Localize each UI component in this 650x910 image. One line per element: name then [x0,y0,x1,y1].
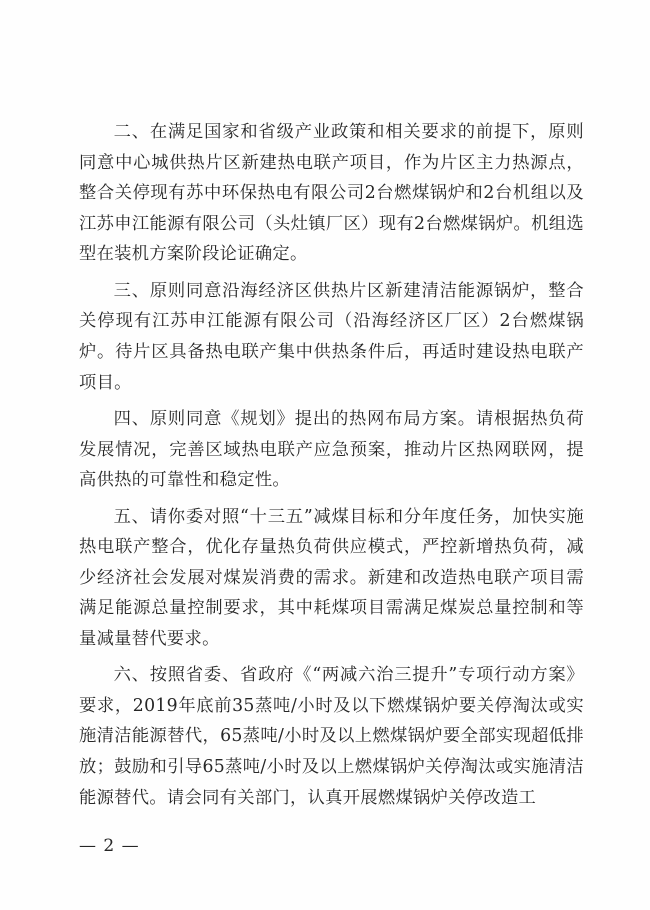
page-number: — 2 — [79,836,140,856]
document-body [79,117,584,819]
paragraph-4: 四、原则同意《规划》提出的热网布局方案。请根据热负荷发展情况，完善区域热电联产应急预案，推动片区热网联网，提高供热的可靠性和稳定性。 [79,408,584,491]
paragraph-3: 三、原则同意沿海经济区供热片区新建清洁能源锅炉，整合关停现有江苏申江能源有限公司（沿海经济区厂区）2台燃煤锅炉。待片区具备热电联产集中供热条件后，再适时建设热电联产项目。 [79,280,584,393]
paragraph-2: 二、在满足国家和省级产业政策和相关要求的前提下，原则同意中心城供热片区新建热电联产项目，作为片区主力热源点，整合关停现有苏中环保热电有限公司2台燃煤锅炉和2台机组以及江苏申江能源有限公司（头灶镇厂区）现有2台燃煤锅炉。机组选型在装机方案阶段论证确定。 [79,122,584,265]
paragraph-6: 六、按照省委、省政府《“两减六治三提升”专项行动方案》要求，2019年底前35蒸吨/小时及以下燃煤锅炉要关停淘汰或实施清洁能源替代，65蒸吨/小时及以上燃煤锅炉要全部实现超低排放；鼓励和引导65蒸吨/小时及以上燃煤锅炉关停淘汰或实施清洁能源替代。请会同有关部门，认真开展燃煤锅炉关停改造工 [79,665,584,808]
paragraph-5: 五、请你委对照“十三五”减煤目标和分年度任务，加快实施热电联产整合，优化存量热负荷供应模式，严控新增热负荷，减少经济社会发展对煤炭消费的需求。新建和改造热电联产项目需满足能源总量控制要求，其中耗煤项目需满足煤炭总量控制和等量减量替代要求。 [79,506,584,649]
